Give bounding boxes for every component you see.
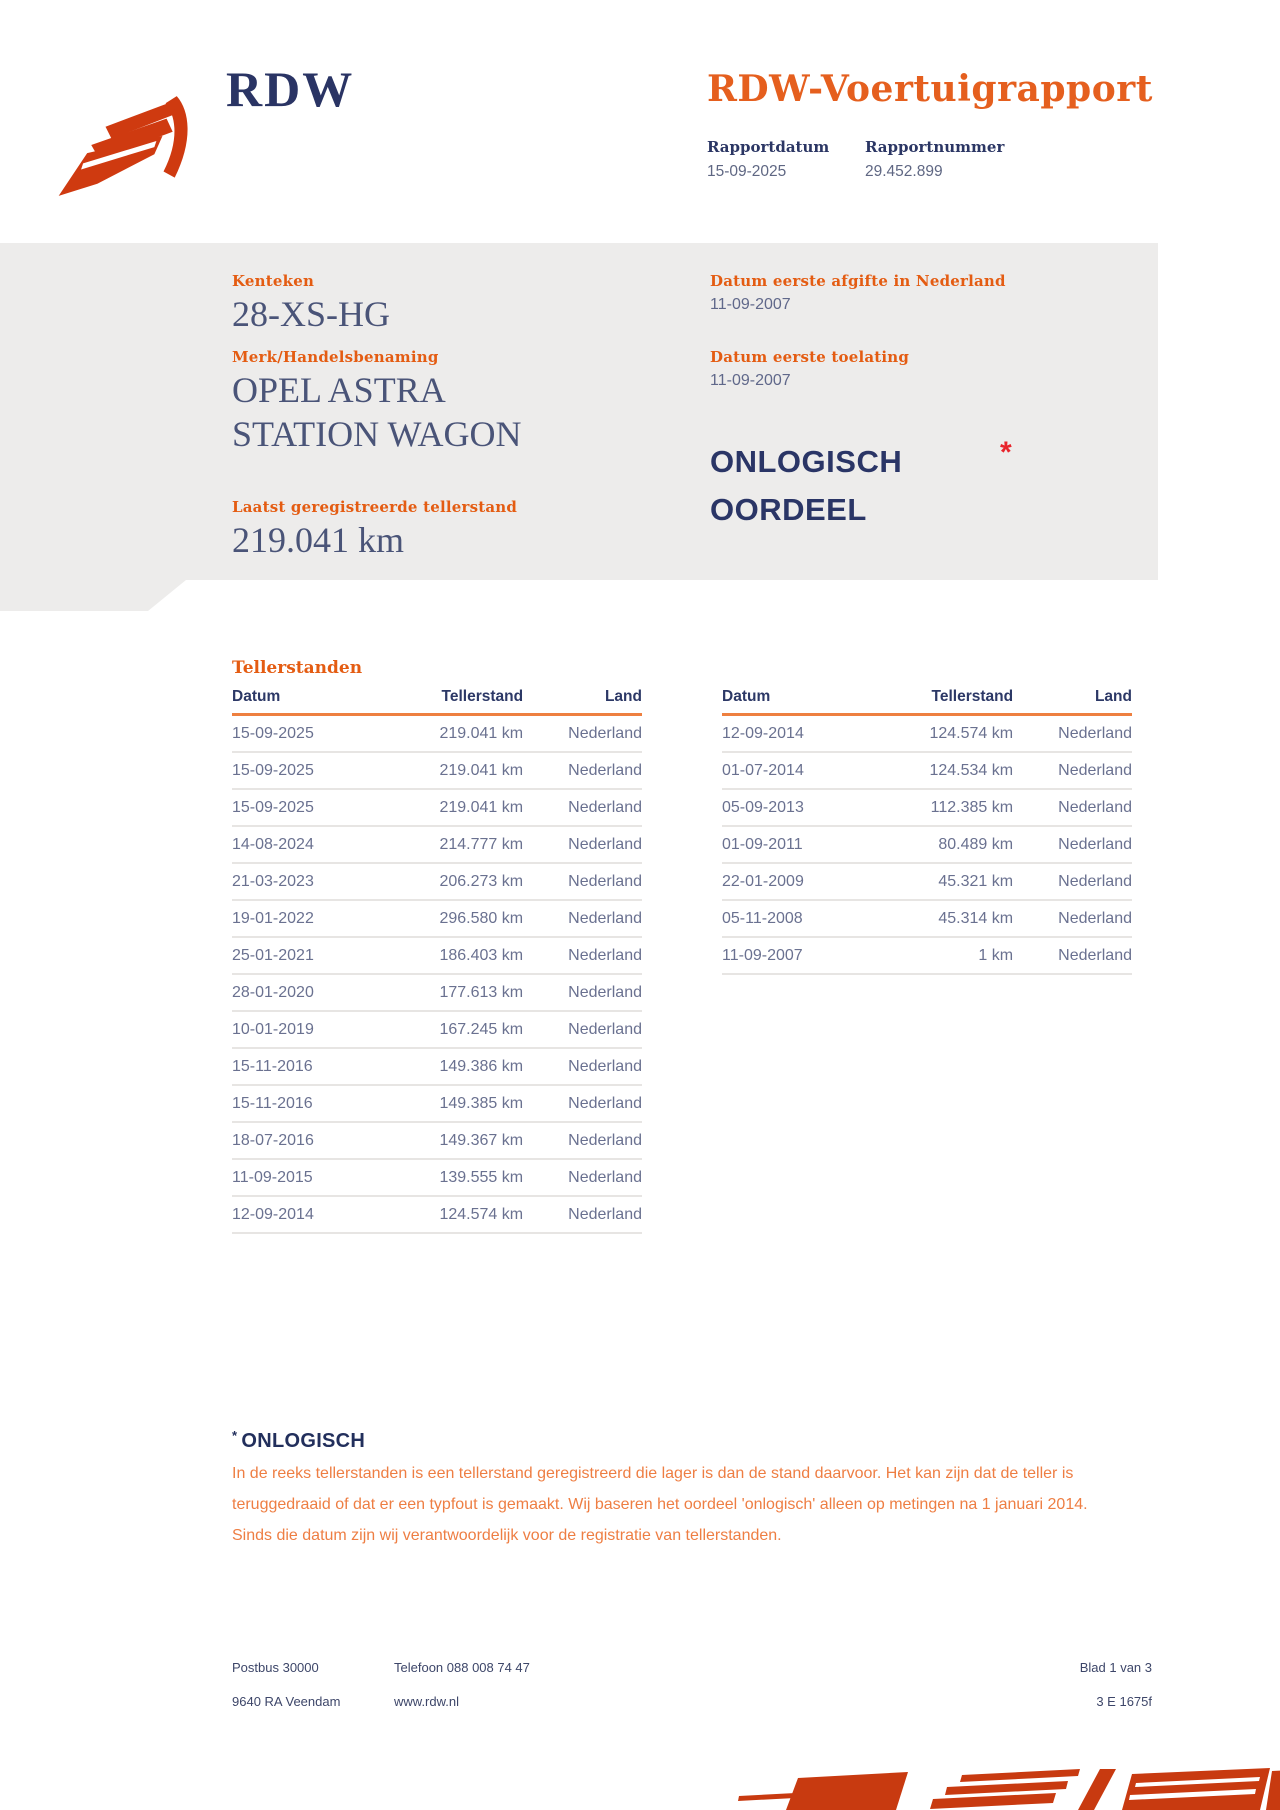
cell-land: Nederland bbox=[568, 1131, 642, 1149]
cell-datum: 21-03-2023 bbox=[232, 872, 314, 890]
cell-datum: 14-08-2024 bbox=[232, 835, 314, 853]
kenteken-value: 28-XS-HG bbox=[232, 294, 390, 334]
table-row bbox=[722, 827, 1132, 864]
table-header-land: Land bbox=[604, 688, 642, 705]
cell-datum: 05-11-2008 bbox=[722, 909, 803, 927]
table-header-datum: Datum bbox=[722, 688, 771, 705]
table-row bbox=[232, 1160, 642, 1197]
cell-tellerstand: 80.489 km bbox=[938, 835, 1014, 853]
oordeel-line-1: ONLOGISCH bbox=[710, 444, 903, 479]
tellerstanden-table-left bbox=[232, 688, 642, 1234]
table-row bbox=[232, 1012, 642, 1049]
cell-land: Nederland bbox=[568, 909, 642, 927]
cell-datum: 19-01-2022 bbox=[232, 909, 314, 927]
table-row bbox=[722, 753, 1132, 790]
cell-land: Nederland bbox=[568, 835, 642, 853]
report-title: RDW-Voertuigrapport bbox=[707, 68, 1153, 110]
cell-datum: 25-01-2021 bbox=[232, 946, 314, 964]
cell-tellerstand: 219.041 km bbox=[439, 798, 524, 816]
footnote-heading bbox=[232, 1428, 365, 1453]
table-header-row bbox=[232, 688, 642, 716]
table-header-land: Land bbox=[1094, 688, 1132, 705]
merk-line-1: OPEL ASTRA bbox=[232, 370, 446, 410]
speed-stripes-graphic-icon bbox=[700, 1765, 1280, 1810]
cell-datum: 22-01-2009 bbox=[722, 872, 804, 890]
table-header-row bbox=[722, 688, 1132, 716]
report-date-label: Rapportdatum bbox=[707, 138, 830, 156]
cell-tellerstand: 149.386 km bbox=[439, 1057, 524, 1075]
afgifte-value: 11-09-2007 bbox=[710, 296, 791, 313]
cell-land: Nederland bbox=[1058, 798, 1132, 816]
table-row bbox=[232, 1197, 642, 1234]
cell-land: Nederland bbox=[568, 798, 642, 816]
cell-tellerstand: 45.321 km bbox=[938, 872, 1014, 890]
oordeel-line-2: OORDEEL bbox=[710, 492, 867, 527]
vehicle-summary-panel bbox=[0, 243, 1158, 611]
footer-address-line1: Postbus 30000 bbox=[232, 1660, 319, 1675]
footer-form-code: 3 E 1675f bbox=[1096, 1694, 1152, 1709]
tellerstanden-heading: Tellerstanden bbox=[232, 658, 363, 678]
cell-datum: 01-09-2011 bbox=[722, 835, 803, 853]
rdw-feather-logo-icon bbox=[56, 86, 212, 200]
table-body bbox=[232, 716, 642, 1234]
cell-land: Nederland bbox=[1058, 946, 1132, 964]
cell-datum: 12-09-2014 bbox=[722, 724, 804, 742]
cell-tellerstand: 214.777 km bbox=[439, 835, 524, 853]
cell-tellerstand: 124.574 km bbox=[439, 1205, 524, 1223]
cell-land: Nederland bbox=[1058, 835, 1132, 853]
table-row bbox=[722, 790, 1132, 827]
cell-datum: 18-07-2016 bbox=[232, 1131, 314, 1149]
cell-tellerstand: 124.574 km bbox=[929, 724, 1014, 742]
cell-tellerstand: 149.385 km bbox=[439, 1094, 524, 1112]
cell-land: Nederland bbox=[1058, 872, 1132, 890]
cell-land: Nederland bbox=[568, 761, 642, 779]
table-row bbox=[232, 790, 642, 827]
cell-tellerstand: 124.534 km bbox=[929, 761, 1014, 779]
merk-value bbox=[232, 368, 521, 456]
tellerstanden-table-right bbox=[722, 688, 1132, 975]
cell-tellerstand: 296.580 km bbox=[439, 909, 524, 927]
laatst-tellerstand-label: Laatst geregistreerde tellerstand bbox=[232, 498, 518, 516]
cell-land: Nederland bbox=[568, 1094, 642, 1112]
merk-label: Merk/Handelsbenaming bbox=[232, 348, 439, 366]
oordeel-asterisk: * bbox=[1000, 436, 1012, 469]
cell-land: Nederland bbox=[568, 1020, 642, 1038]
cell-land: Nederland bbox=[1058, 724, 1132, 742]
cell-land: Nederland bbox=[568, 1205, 642, 1223]
cell-tellerstand: 139.555 km bbox=[439, 1168, 524, 1186]
rdw-wordmark: RDW bbox=[226, 61, 355, 117]
cell-datum: 01-07-2014 bbox=[722, 761, 804, 779]
table-row bbox=[232, 864, 642, 901]
cell-datum: 05-09-2013 bbox=[722, 798, 804, 816]
cell-land: Nederland bbox=[1058, 761, 1132, 779]
footnote-asterisk: * bbox=[232, 1428, 238, 1443]
cell-land: Nederland bbox=[568, 1168, 642, 1186]
cell-datum: 15-11-2016 bbox=[232, 1094, 313, 1112]
table-row bbox=[232, 1049, 642, 1086]
footnote-heading-text: ONLOGISCH bbox=[241, 1430, 366, 1452]
laatst-tellerstand-value: 219.041 km bbox=[232, 520, 405, 560]
table-row bbox=[722, 938, 1132, 975]
table-row bbox=[232, 753, 642, 790]
table-row bbox=[722, 864, 1132, 901]
table-row bbox=[232, 1123, 642, 1160]
table-row bbox=[722, 901, 1132, 938]
cell-datum: 15-09-2025 bbox=[232, 761, 314, 779]
footer-website: www.rdw.nl bbox=[394, 1694, 460, 1709]
table-row bbox=[232, 1086, 642, 1123]
cell-tellerstand: 167.245 km bbox=[439, 1020, 524, 1038]
table-row bbox=[722, 716, 1132, 753]
cell-land: Nederland bbox=[568, 1057, 642, 1075]
footer-address-line2: 9640 RA Veendam bbox=[232, 1694, 341, 1709]
kenteken-label: Kenteken bbox=[232, 272, 315, 290]
report-date-value: 15-09-2025 bbox=[707, 163, 787, 180]
cell-land: Nederland bbox=[1058, 909, 1132, 927]
cell-tellerstand: 45.314 km bbox=[938, 909, 1014, 927]
cell-datum: 11-09-2015 bbox=[232, 1168, 313, 1186]
cell-tellerstand: 149.367 km bbox=[439, 1131, 524, 1149]
table-row bbox=[232, 716, 642, 753]
cell-datum: 28-01-2020 bbox=[232, 983, 314, 1001]
cell-land: Nederland bbox=[568, 946, 642, 964]
cell-datum: 11-09-2007 bbox=[722, 946, 803, 964]
cell-land: Nederland bbox=[568, 724, 642, 742]
table-header-datum: Datum bbox=[232, 688, 281, 705]
cell-tellerstand: 177.613 km bbox=[439, 983, 524, 1001]
footer-phone: Telefoon 088 008 74 47 bbox=[394, 1660, 530, 1675]
cell-datum: 15-09-2025 bbox=[232, 724, 314, 742]
cell-datum: 12-09-2014 bbox=[232, 1205, 314, 1223]
table-row bbox=[232, 938, 642, 975]
cell-land: Nederland bbox=[568, 983, 642, 1001]
footer-page-number: Blad 1 van 3 bbox=[1079, 1660, 1152, 1675]
cell-tellerstand: 186.403 km bbox=[439, 946, 524, 964]
table-row bbox=[232, 901, 642, 938]
table-header-tellerstand: Tellerstand bbox=[441, 688, 524, 705]
cell-tellerstand: 219.041 km bbox=[439, 724, 524, 742]
cell-tellerstand: 219.041 km bbox=[439, 761, 524, 779]
cell-tellerstand: 206.273 km bbox=[439, 872, 524, 890]
cell-datum: 15-09-2025 bbox=[232, 798, 314, 816]
oordeel-text bbox=[710, 438, 902, 534]
toelating-label: Datum eerste toelating bbox=[710, 348, 910, 366]
cell-tellerstand: 1 km bbox=[978, 946, 1014, 964]
report-number-label: Rapportnummer bbox=[865, 138, 1005, 156]
cell-land: Nederland bbox=[568, 872, 642, 890]
cell-datum: 10-01-2019 bbox=[232, 1020, 314, 1038]
table-header-tellerstand: Tellerstand bbox=[931, 688, 1014, 705]
footnote-body: In de reeks tellerstanden is een tellerstand geregistreerd die lager is dan de stand daarvoor. Het kan zijn dat de teller is teruggedraaid of dat er een typfout is gemaakt. Wij baseren het oordeel 'onlogisch' alleen op metingen na 1 januari 2014. Sinds die datum zijn wij verantwoordelijk voor de registratie van tellerstanden. bbox=[232, 1465, 1088, 1544]
cell-tellerstand: 112.385 km bbox=[930, 798, 1014, 816]
toelating-value: 11-09-2007 bbox=[710, 372, 791, 389]
table-row bbox=[232, 827, 642, 864]
table-row bbox=[232, 975, 642, 1012]
report-number-value: 29.452.899 bbox=[865, 163, 943, 180]
cell-datum: 15-11-2016 bbox=[232, 1057, 313, 1075]
table-body bbox=[722, 716, 1132, 975]
merk-line-2: STATION WAGON bbox=[232, 414, 522, 454]
afgifte-label: Datum eerste afgifte in Nederland bbox=[710, 272, 1006, 290]
